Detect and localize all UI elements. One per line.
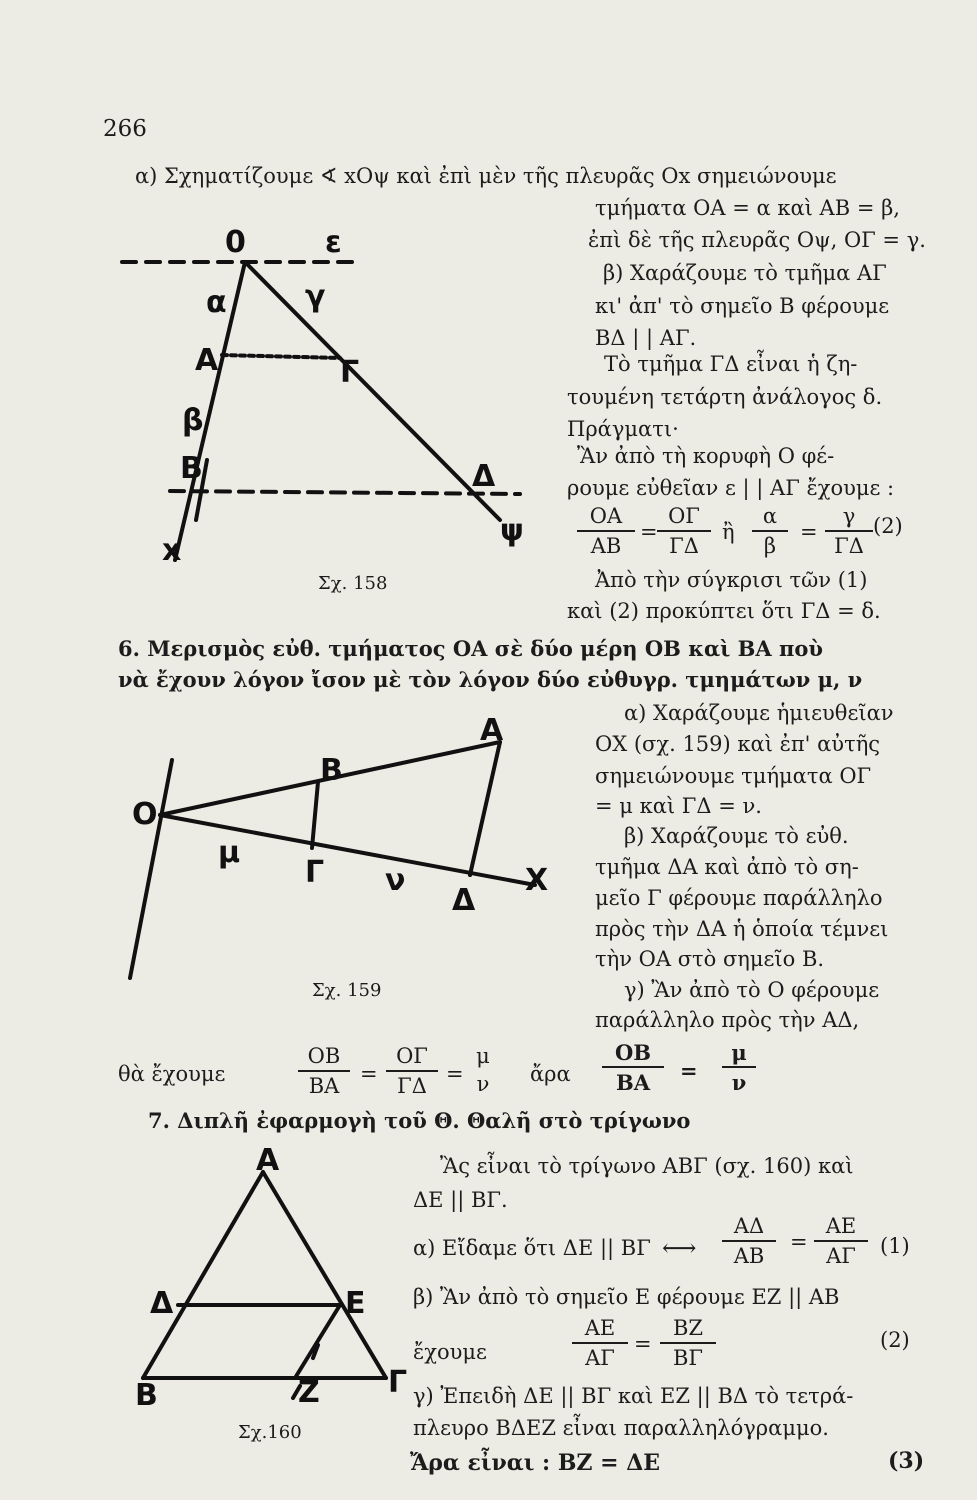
- fig158-label-D: Δ: [472, 459, 496, 494]
- frac-den: ΑΒ: [722, 1240, 776, 1267]
- sec7-b-text: β) Ἂν ἀπὸ τὸ σημεῖο Ε φέρουμε ΕΖ || ΑΒ: [413, 1285, 840, 1309]
- fig158-label-O: 0: [225, 225, 246, 260]
- fig159-label-nu: ν: [385, 863, 406, 898]
- eq-number-2: (2): [873, 514, 903, 538]
- eta-word: ἢ: [722, 520, 735, 544]
- fig160-label-B: B: [135, 1378, 158, 1413]
- sec6-b-line3: μεῖο Γ φέρουμε παράλληλο: [595, 886, 883, 910]
- sec6-a-line1: α) Χαράζουμε ἡμιευθεῖαν: [624, 701, 894, 725]
- sec5-e-line1: Ἀπὸ τὴν σύγκρισι τῶν (1): [595, 568, 868, 592]
- frac-num: ΟΓ: [396, 1044, 428, 1068]
- eq-number-3: (3): [888, 1448, 925, 1474]
- eq-sign: =: [640, 520, 658, 544]
- frac-a-b: [752, 506, 788, 557]
- sec6-g-line1: γ) Ἂν ἀπὸ τὸ Ο φέρουμε: [624, 978, 880, 1002]
- sec5-b-line3: ΒΔ | | ΑΓ.: [595, 326, 697, 350]
- sec5-a-line1: α) Σχηματίζουμε ∢ xOψ καὶ ἐπὶ μὲν τῆς πλευρᾶς Ox σημειώνουμε: [135, 164, 837, 188]
- sec5-c-line1: Τὸ τμῆμα ΓΔ εἶναι ἡ ζη-: [604, 352, 858, 376]
- sec6-b-line1: β) Χαράζουμε τὸ εὐθ.: [624, 824, 849, 848]
- frac-mu-nu-bold: [722, 1042, 756, 1093]
- sec6-final-prefix: θὰ ἔχουμε: [118, 1062, 226, 1086]
- frac-den: ΓΔ: [657, 530, 711, 557]
- sec5-b-line2: κι' ἀπ' τὸ σημεῖο Β φέρουμε: [595, 294, 890, 318]
- fig158-label-E: ε: [325, 225, 342, 260]
- frac-num: ΒΖ: [672, 1316, 704, 1340]
- eq-sign: =: [446, 1062, 464, 1086]
- fig159-label-B: B: [320, 753, 343, 788]
- eq-number-1: (1): [880, 1234, 910, 1258]
- sec7-g-line2: πλευρο ΒΔΕΖ εἶναι παραλληλόγραμμο.: [413, 1416, 829, 1440]
- sec7-g-line1: γ) Ἐπειδὴ ΔΕ || ΒΓ καὶ ΕΖ || ΒΔ τὸ τετρά-: [413, 1384, 854, 1408]
- fig158-label-alpha: α: [206, 285, 227, 320]
- frac-den: ΒΑ: [602, 1066, 664, 1093]
- sec5-a-line2: τμήματα ΟΑ = α καὶ ΑΒ = β,: [595, 196, 900, 220]
- fig159-label-D: Δ: [452, 883, 476, 918]
- fig160-label-E: E: [345, 1286, 366, 1321]
- frac-num: μ: [476, 1044, 490, 1068]
- frac-num: ΟΒ: [307, 1044, 341, 1068]
- frac-num: γ: [842, 504, 856, 528]
- eq-number-2: (2): [880, 1328, 910, 1352]
- fig158-label-G: Γ: [340, 355, 360, 390]
- sec6-g-line2: παράλληλο πρὸς τὴν ΑΔ,: [595, 1008, 860, 1032]
- frac-den: ν: [476, 1072, 490, 1096]
- sec5-e-line2: καὶ (2) προκύπτει ὅτι ΓΔ = δ.: [567, 599, 881, 623]
- sec7-title: 7. Διπλῆ ἐφαρμογὴ τοῦ Θ. Θαλῆ στὸ τρίγωνο: [148, 1108, 691, 1133]
- sec7-intro-line2: ΔΕ || ΒΓ.: [413, 1188, 508, 1212]
- sec7-intro-line1: Ἂς εἶναι τὸ τρίγωνο ΑΒΓ (σχ. 160) καὶ: [440, 1154, 854, 1178]
- frac-num: ΟΓ: [668, 504, 700, 528]
- frac-AE-AG-2: [572, 1318, 628, 1369]
- frac-den: ΓΔ: [825, 530, 873, 557]
- sec5-d-line2: ρουμε εὐθεῖαν ε | | ΑΓ ἔχουμε :: [567, 476, 895, 500]
- fig158-caption: Σχ. 158: [318, 573, 388, 594]
- sec6-a-line2: ΟΧ (σχ. 159) καὶ ἐπ' αὐτῆς: [595, 732, 881, 756]
- frac-den: ΓΔ: [386, 1070, 438, 1097]
- sec6-b-line5: τὴν ΟΑ στὸ σημεῖο Β.: [595, 947, 825, 971]
- sec6-a-line4: = μ καὶ ΓΔ = ν.: [595, 794, 762, 818]
- sec5-a-line3: ἐπὶ δὲ τῆς πλευρᾶς Οψ, ΟΓ = γ.: [588, 228, 926, 252]
- eq-sign: =: [680, 1058, 698, 1083]
- frac-OG-GD: [657, 506, 711, 557]
- sec5-b-line1: β) Χαράζουμε τὸ τμῆμα ΑΓ: [603, 261, 887, 285]
- frac-g-GD: [825, 506, 873, 557]
- fig160-caption: Σχ.160: [238, 1422, 302, 1443]
- fig159-caption: Σχ. 159: [312, 980, 382, 1001]
- fig159-label-G: Γ: [305, 855, 325, 890]
- frac-num: ΑΔ: [733, 1214, 765, 1238]
- frac-num: ΑΕ: [584, 1316, 616, 1340]
- frac-den: β: [752, 530, 788, 557]
- frac-OA-AB: [577, 506, 635, 557]
- sec6-a-line3: σημειώνουμε τμήματα ΟΓ: [595, 764, 872, 788]
- frac-num: μ: [731, 1040, 747, 1065]
- frac-den: ΑΓ: [814, 1240, 868, 1267]
- sec5-d-line1: Ἂν ἀπὸ τὴ κορυφὴ Ο φέ-: [577, 444, 835, 468]
- fig160-label-G: Γ: [388, 1365, 408, 1400]
- figure-160: [0, 0, 420, 1440]
- frac-OB-BA-bold: [602, 1042, 664, 1093]
- fig158-label-psi: ψ: [500, 513, 524, 548]
- frac-den: ΑΓ: [572, 1342, 628, 1369]
- fig160-label-A: A: [256, 1143, 280, 1178]
- sec7-b-have: ἔχουμε: [413, 1340, 487, 1364]
- fig158-label-gamma: γ: [305, 279, 326, 314]
- fig159-label-A: A: [480, 713, 504, 748]
- fig159-label-O: O: [132, 797, 158, 832]
- sec6-b-line2: τμῆμα ΔΑ καὶ ἀπὸ τὸ ση-: [595, 855, 859, 879]
- frac-den: ΑΒ: [577, 530, 635, 557]
- sec6-b-line4: πρὸς τὴν ΔΑ ἡ ὁποία τέμνει: [595, 917, 889, 941]
- eq-sign: =: [800, 520, 818, 544]
- frac-AE-AG: [814, 1216, 868, 1267]
- eq-sign: =: [634, 1332, 652, 1356]
- sec7-arrow: ⟷: [662, 1234, 697, 1262]
- sec7-conclusion: Ἄρα εἶναι : ΒΖ = ΔΕ: [410, 1450, 661, 1476]
- frac-num: α: [762, 504, 778, 528]
- fig159-label-X: X: [525, 863, 549, 898]
- sec7-a-text: α) Εἴδαμε ὅτι ΔΕ || ΒΓ: [413, 1236, 651, 1260]
- frac-den: ΒΓ: [660, 1342, 716, 1369]
- frac-num: ΑΕ: [825, 1214, 857, 1238]
- frac-num: ΟΑ: [589, 504, 623, 528]
- frac-mu-nu: [470, 1046, 496, 1095]
- sec5-c-line3: Πράγματι·: [567, 417, 679, 441]
- page-number: 266: [103, 116, 147, 142]
- frac-BZ-BG: [660, 1318, 716, 1369]
- sec6-title-line2: νὰ ἔχουν λόγον ἴσον μὲ τὸν λόγον δύο εὐθυγρ. τμημάτων μ, ν: [118, 667, 863, 692]
- frac-num: ΟΒ: [614, 1040, 652, 1065]
- eq-sign: =: [790, 1230, 808, 1254]
- sec6-title-line1: 6. Μερισμὸς εὐθ. τμήματος ΟΑ σὲ δύο μέρη ΟΒ καὶ ΒΑ ποὺ: [118, 636, 823, 661]
- frac-den: ν: [722, 1066, 756, 1093]
- fig158-label-B: B: [180, 451, 203, 486]
- eq-sign: =: [360, 1062, 378, 1086]
- frac-AD-AB: [722, 1216, 776, 1267]
- fig160-label-D: Δ: [150, 1286, 174, 1321]
- fig158-label-x: x: [162, 533, 182, 568]
- fig160-label-Z: Z: [298, 1375, 320, 1410]
- fig158-label-beta: β: [182, 403, 204, 438]
- sec5-c-line2: τουμένη τετάρτη ἀνάλογος δ.: [567, 385, 883, 409]
- frac-den: ΒΑ: [298, 1070, 350, 1097]
- fig158-label-A: A: [195, 343, 219, 378]
- fig159-label-mu: μ: [218, 835, 241, 870]
- ara-word: ἄρα: [530, 1062, 571, 1086]
